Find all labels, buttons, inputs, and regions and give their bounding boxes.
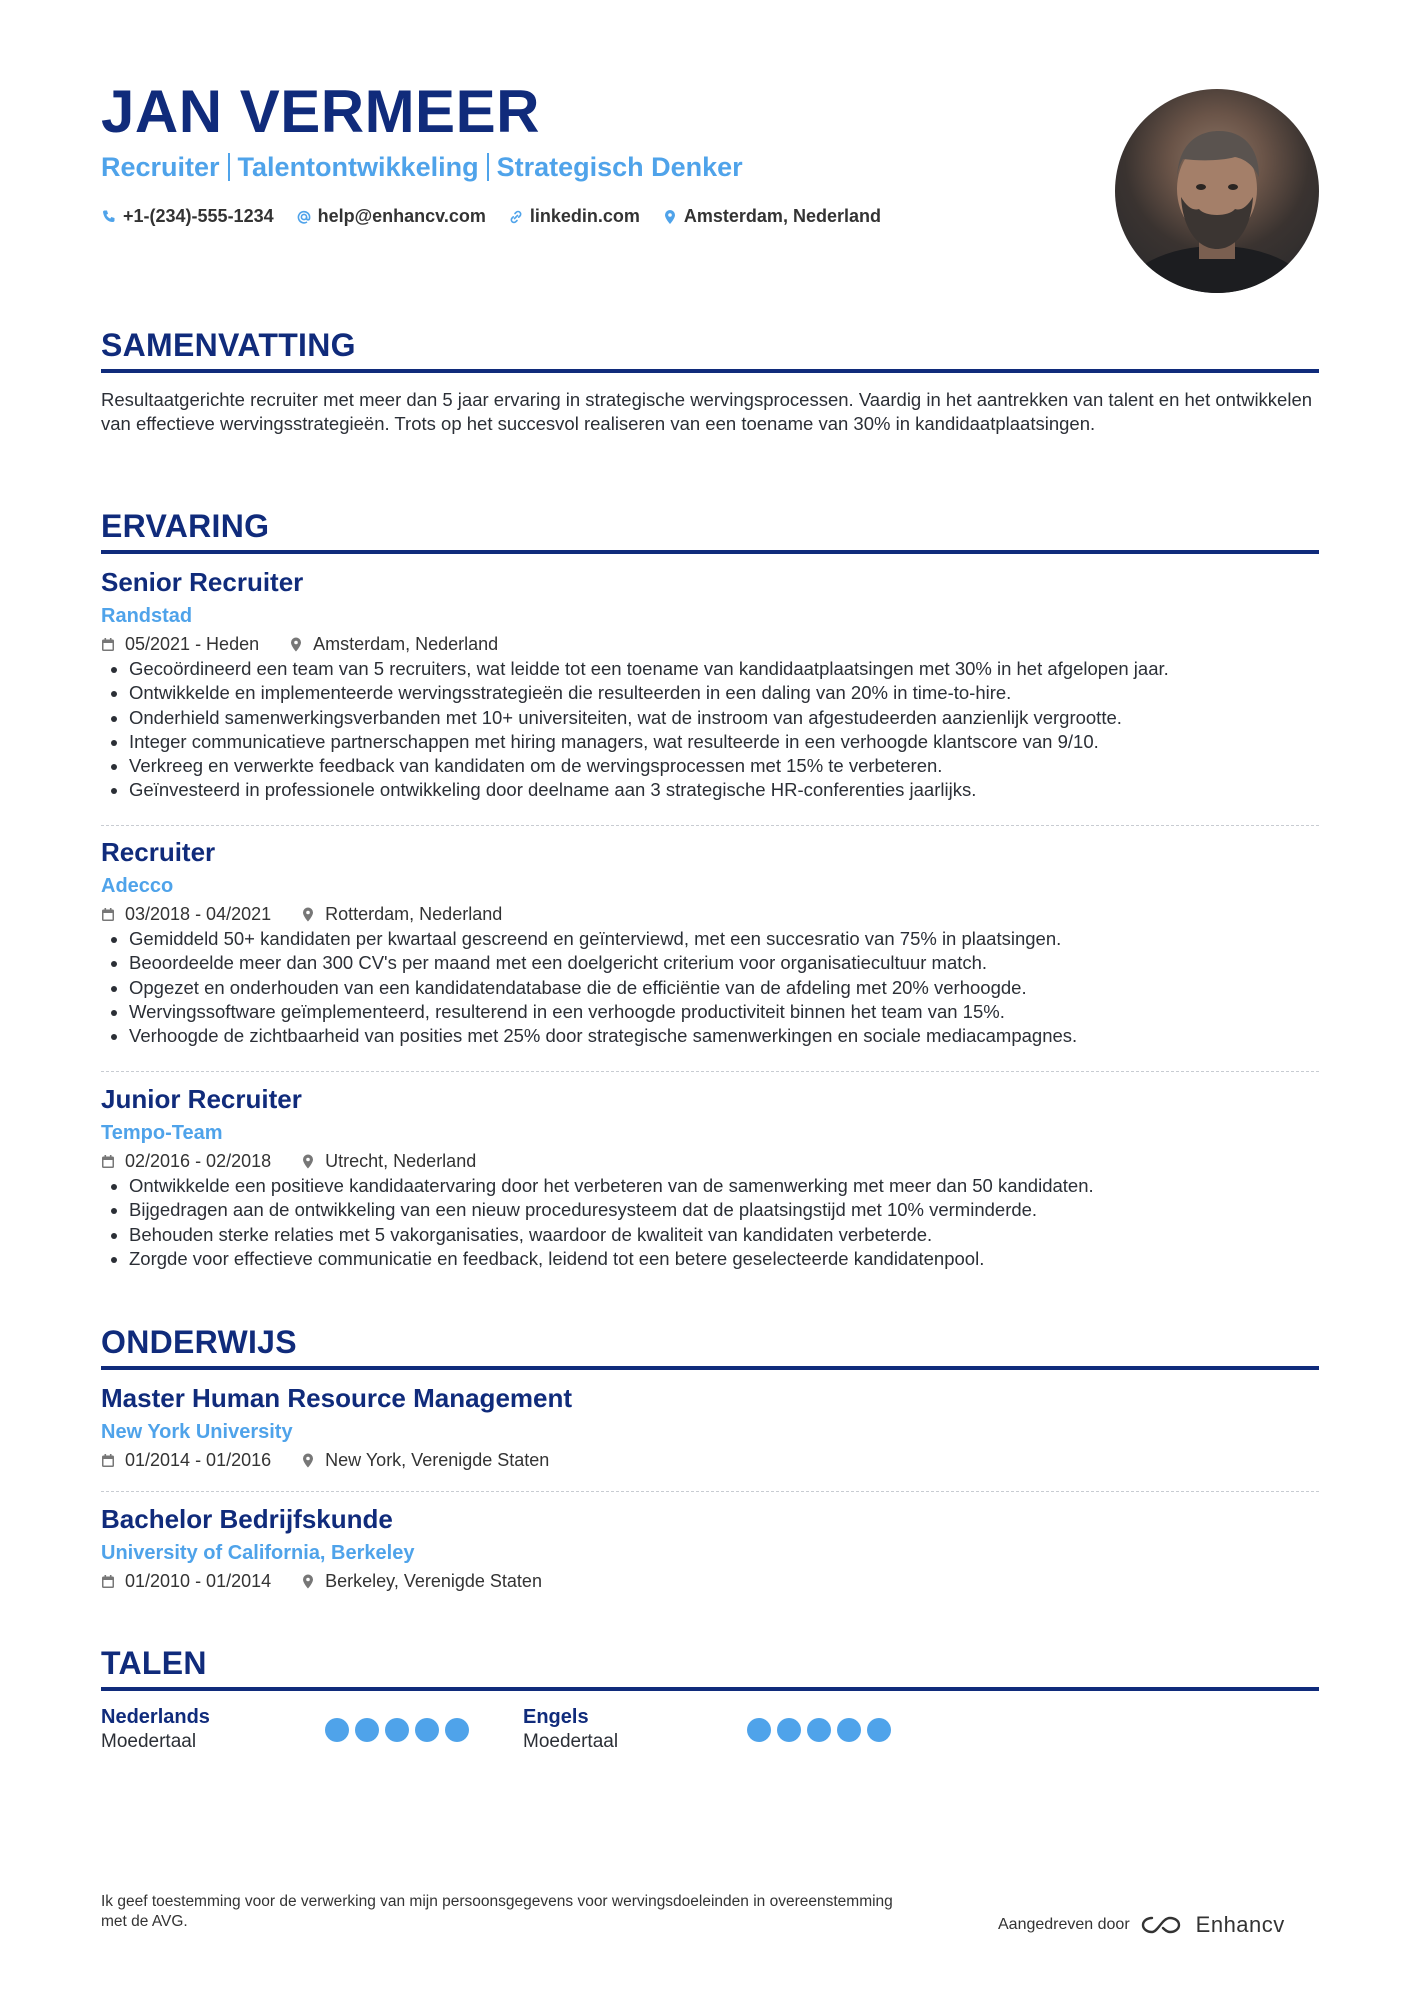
education-dates <box>101 1569 271 1593</box>
education-dates <box>101 1448 271 1472</box>
gdpr-consent: Ik geef toestemming voor de verwerking van mijn persoonsgegevens voor wervingsdoeleinden in overeenstemming met de AVG. <box>101 1893 893 1930</box>
title-separator <box>487 153 489 181</box>
rating-dot <box>807 1718 831 1742</box>
powered-by[interactable] <box>998 1912 1285 1938</box>
list-item: • Opgezet en onderhouden van een kandidatendatabase die de efficiëntie van de afdeling met 20% verhoogde. <box>129 976 1319 1000</box>
school-name: New York University <box>101 1421 293 1443</box>
degree-title: Bachelor Bedrijfskunde <box>101 1504 393 1534</box>
language-level: Moedertaal <box>523 1731 619 1752</box>
list-item: • Ontwikkelde een positieve kandidaatervaring door het verbeteren van de samenwerking met meer dan 50 kandidaten. <box>129 1174 1319 1198</box>
portrait-image <box>1115 89 1319 293</box>
powered-by-label: Aangedreven door <box>998 1916 1130 1933</box>
rating-dot <box>777 1718 801 1742</box>
school-name: University of California, Berkeley <box>101 1542 415 1564</box>
rating-dot <box>445 1718 469 1742</box>
brand-name: Enhancv <box>1195 1912 1285 1937</box>
dates-text: 01/2014 - 01/2016 <box>125 1450 272 1470</box>
achievement-list <box>101 657 1319 803</box>
section-divider <box>101 369 1319 373</box>
list-item: • Onderhield samenwerkingsverbanden met 10+ universiteiten, wat de instroom van afgestudeerden aanzienlijk vergrootte. <box>129 706 1319 730</box>
list-item: • Wervingssoftware geïmplementeerd, resulterend in een verhoogde productiviteit binnen het team van 15%. <box>129 1000 1319 1024</box>
job-dates <box>101 632 259 656</box>
experience-entry <box>101 836 1319 1048</box>
list-item: • Bijgedragen aan de ontwikkeling van een nieuw proceduresysteem dat de plaatsingstijd met 10% verminderde. <box>129 1198 1319 1222</box>
calendar-icon <box>101 1154 115 1169</box>
education-entry <box>101 1382 1319 1472</box>
location-icon <box>301 1574 315 1589</box>
calendar-icon <box>101 907 115 922</box>
job-meta <box>101 902 1319 926</box>
section-divider <box>101 1687 1319 1691</box>
education-location <box>301 1569 542 1593</box>
list-item: • Behouden sterke relaties met 5 vakorganisaties, waardoor de kwaliteit van kandidaten verbeterde. <box>129 1223 1319 1247</box>
rating-dot <box>837 1718 861 1742</box>
location-icon <box>301 1453 315 1468</box>
profile-photo <box>1115 89 1319 293</box>
job-dates <box>101 1149 271 1173</box>
list-item: • Gemiddeld 50+ kandidaten per kwartaal gescreend en geïnterviewd, met een succesratio van 75% in plaatsingen. <box>129 927 1319 951</box>
language-rating <box>325 1718 469 1742</box>
calendar-icon <box>101 1574 115 1589</box>
education-location <box>301 1448 549 1472</box>
language-entry <box>523 1704 923 1754</box>
degree-title: Master Human Resource Management <box>101 1383 573 1413</box>
job-title: Senior Recruiter <box>101 567 304 597</box>
company-name: Adecco <box>101 875 174 897</box>
location-icon <box>289 637 303 652</box>
calendar-icon <box>101 637 115 652</box>
experience-entry <box>101 1083 1319 1271</box>
rating-dot <box>325 1718 349 1742</box>
dates-text: 02/2016 - 02/2018 <box>125 1151 272 1171</box>
section-divider <box>101 1366 1319 1370</box>
language-name: Nederlands <box>101 1706 210 1728</box>
list-item: • Zorgde voor effectieve communicatie en feedback, leidend tot een betere geselecteerde kandidatenpool. <box>129 1247 1319 1271</box>
contact-bar <box>101 206 881 227</box>
entry-divider <box>101 825 1319 826</box>
section-divider <box>101 550 1319 554</box>
rating-dot <box>385 1718 409 1742</box>
achievement-list <box>101 1174 1319 1271</box>
list-item: • Geïnvesteerd in professionele ontwikkeling door deelname aan 3 strategische HR-conferenties jaarlijks. <box>129 778 1319 802</box>
contact-email[interactable] <box>296 206 486 227</box>
language-entry <box>101 1704 501 1754</box>
candidate-name: JAN VERMEER <box>101 78 540 145</box>
rating-dot <box>355 1718 379 1742</box>
contact-phone[interactable] <box>101 206 274 227</box>
link-icon <box>508 209 524 225</box>
phone-icon <box>101 209 117 225</box>
contact-linkedin[interactable] <box>508 206 640 227</box>
company-name: Tempo-Team <box>101 1122 223 1144</box>
job-location <box>289 632 498 656</box>
headline-title: Recruiter <box>101 152 220 182</box>
company-name: Randstad <box>101 605 193 627</box>
location-text: New York, Verenigde Staten <box>325 1450 550 1470</box>
language-rating <box>747 1718 891 1742</box>
language-name: Engels <box>523 1706 589 1728</box>
entry-divider <box>101 1071 1319 1072</box>
list-item: • Ontwikkelde en implementeerde wervingsstrategieën die resulteerden in een daling van 20% in time-to-hire. <box>129 681 1319 705</box>
contact-text: Amsterdam, Nederland <box>683 206 881 226</box>
achievement-list <box>101 927 1319 1048</box>
education-meta <box>101 1448 1319 1472</box>
entry-divider <box>101 1491 1319 1492</box>
job-location <box>301 1149 476 1173</box>
summary-text: Resultaatgerichte recruiter met meer dan 5 jaar ervaring in strategische wervingsprocessen. Vaardig in het aantrekken van talent en het ontwikkelen van effectieve wervingsstrategieën. Trots op het succesvol realiseren van een toename van 30% in kandidaatplaatsingen. <box>101 389 1313 434</box>
location-icon <box>662 209 678 225</box>
list-item: • Verkreeg en verwerkte feedback van kandidaten om de wervingsprocessen met 15% te verbeteren. <box>129 754 1319 778</box>
list-item: • Integer communicatieve partnerschappen met hiring managers, wat resulteerde in een verhoogde klantscore van 9/10. <box>129 730 1319 754</box>
contact-text: help@enhancv.com <box>317 206 486 226</box>
job-meta <box>101 632 1319 656</box>
rating-dot <box>747 1718 771 1742</box>
at-icon <box>296 209 312 225</box>
list-item: • Beoordeelde meer dan 300 CV's per maand met een doelgericht criterium voor organisatiecultuur match. <box>129 951 1319 975</box>
contact-text: linkedin.com <box>529 206 640 226</box>
headline-titles <box>101 152 743 183</box>
job-meta <box>101 1149 1319 1173</box>
section-heading-languages: TALEN <box>101 1645 207 1681</box>
location-icon <box>301 1154 315 1169</box>
job-title: Recruiter <box>101 837 216 867</box>
calendar-icon <box>101 1453 115 1468</box>
list-item: • Verhoogde de zichtbaarheid van posities met 25% door strategische samenwerkingen en sociale mediacampagnes. <box>129 1024 1319 1048</box>
headline-title: Strategisch Denker <box>496 152 743 182</box>
experience-entry <box>101 566 1319 803</box>
rating-dot <box>415 1718 439 1742</box>
job-location <box>301 902 502 926</box>
title-separator <box>228 153 230 181</box>
dates-text: 01/2010 - 01/2014 <box>125 1571 272 1591</box>
dates-text: 05/2021 - Heden <box>125 634 260 654</box>
headline-title: Talentontwikkeling <box>237 152 479 182</box>
location-text: Berkeley, Verenigde Staten <box>325 1571 542 1591</box>
location-icon <box>301 907 315 922</box>
location-text: Amsterdam, Nederland <box>313 634 499 654</box>
job-dates <box>101 902 271 926</box>
section-heading-summary: SAMENVATTING <box>101 327 356 363</box>
language-level: Moedertaal <box>101 1731 197 1752</box>
location-text: Utrecht, Nederland <box>325 1151 477 1171</box>
enhancv-logo-icon <box>1140 1914 1186 1936</box>
rating-dot <box>867 1718 891 1742</box>
section-heading-experience: ERVARING <box>101 508 270 544</box>
location-text: Rotterdam, Nederland <box>325 904 503 924</box>
contact-text: +1-(234)-555-1234 <box>123 206 274 226</box>
list-item: • Gecoördineerd een team van 5 recruiters, wat leidde tot een toename van kandidaatplaatsingen met 30% in het afgelopen jaar. <box>129 657 1319 681</box>
job-title: Junior Recruiter <box>101 1084 302 1114</box>
education-entry <box>101 1503 1319 1593</box>
dates-text: 03/2018 - 04/2021 <box>125 904 272 924</box>
section-heading-education: ONDERWIJS <box>101 1324 297 1360</box>
education-meta <box>101 1569 1319 1593</box>
contact-location <box>662 206 881 227</box>
